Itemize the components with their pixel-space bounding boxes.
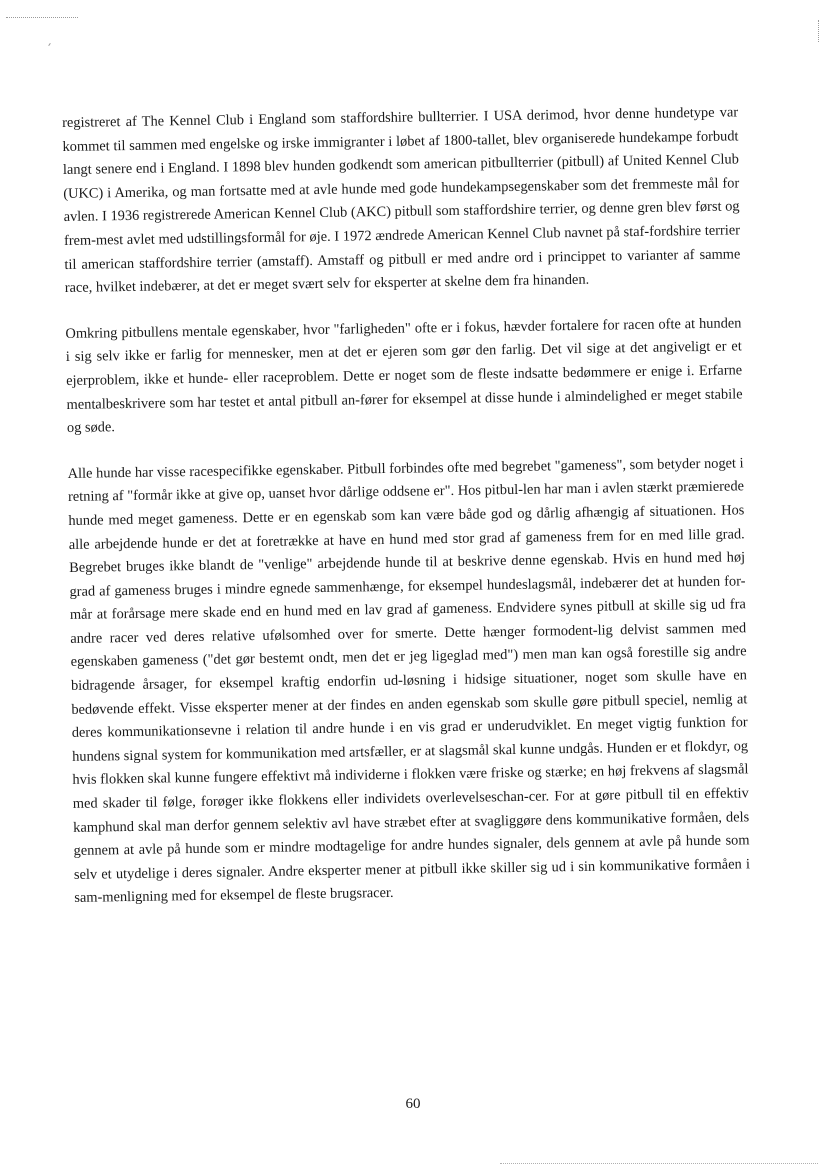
paragraph: registreret af The Kennel Club i England som staffordshire bullterrier. I USA derimod, hvor denne hundetype var kommet til sammen med engelske og irske immigranter i løbet af 1800-tallet, blev organiserede hundekampe forbudt langt senere end i England. I 1898 blev hunden godkendt som american pitbullterrier (pitbull) af United Kennel Club (UKC) i Amerika, og man fortsatte med at avle hunde med gode hundekampsegenskaber som det fremmeste mål for avlen. I 1936 registrerede American Kennel Club (AKC) pitbull som staffordshire terrier, og denne gren blev først og frem-mest avlet med udstillingsformål for øje. I 1972 ændrede American Kennel Club navnet på staf-fordshire terrier til american staffordshire terrier (amstaff). Amstaff og pitbull er med andre ord i princippet to varianter af samme race, hvilket indebærer, at det er meget svært selv for eksperter at skelne dem fra hinanden. bbox=[62, 104, 741, 297]
body-text bbox=[62, 101, 751, 933]
scan-artifact bbox=[48, 43, 51, 46]
scan-artifact bbox=[6, 17, 78, 18]
paragraph: Alle hunde har visse racespecifikke egenskaber. Pitbull forbindes ofte med begrebet "gameness", som betyder noget i retning af "formår ikke at give op, uanset hvor dårlige oddsene er". Hos pitbul-len har man i avlen stærkt præmierede hunde med meget gameness. Dette er en egenskab som kan være både god og dårlig afhængig af situationen. Hos alle arbejdende hunde er det at foretrække at have en hund med stor grad af gameness frem for en med lille grad. Begrebet bruges ikke blandt de "venlige" arbejdende hunde til at beskrive denne egenskab. Hvis en hund med høj grad af gameness bruges i mindre egnede sammenhænge, for eksempel hundeslagsmål, indebærer det at hunden for-mår at forårsage mere skade end en hund med en lav grad af gameness. Endvidere synes pitbull at skille sig ud fra andre racer ved deres relative ufølsomhed over for smerte. Dette hænger formodent-lig delvist sammen med egenskaben gameness ("det gør bestemt ondt, men det er jeg ligeglad med") men man kan også forestille sig andre bidragende årsager, for eksempel kraftig endorfin ud-løsning i hidsige situationer, noget som skulle have en bedøvende effekt. Visse eksperter mener at der findes en anden egenskab som skulle gøre pitbull speciel, nemlig at deres kommunikationsevne i relation til andre hunde i en vis grad er underudviklet. En meget vigtig funktion for hundens signal system for kommunikation med artsfæller, er at slagsmål skal kunne undgås. Hunden er et flokdyr, og hvis flokken skal kunne fungere effektivt må individerne i flokken være friske og stærke; en høj frekvens af slagsmål med skader til følge, forøger ikke flokkens eller individets overlevelseschan-cer. For at gøre pitbull til en effektiv kamphund skal man derfor gennem selektiv avl have stræbet efter at svagliggøre dens kommunikative formåen, dels gennem at avle på hunde som er mindre modtagelige for andre hundes signaler, dels gennem at avle på hunde som selv et utydelige i deres signaler. Andre eksperter mener at pitbull ikke skiller sig ud i sin kommunikative formåen i sam-menligning med for eksempel de fleste brugsracer. bbox=[67, 455, 751, 907]
scan-artifact bbox=[500, 1163, 818, 1164]
scan-artifact bbox=[818, 20, 819, 42]
paragraph: Omkring pitbullens mentale egenskaber, hvor "farligheden" ofte er i fokus, hævder fortalere for racen ofte at hunden i sig selv ikke er farlig for mennesker, men at det er ejeren som gør den farlig. Det vil sige at det angiveligt er et ejerproblem, ikke et hunde- eller raceproblem. Dette er noget som de fleste indsatte bedømmere er enige i. Erfarne mentalbeskrivere som har testet et antal pitbull an-fører for eksempel at disse hunde i almindelighed er meget stabile og søde. bbox=[65, 315, 743, 437]
page-number: 60 bbox=[405, 1096, 421, 1112]
